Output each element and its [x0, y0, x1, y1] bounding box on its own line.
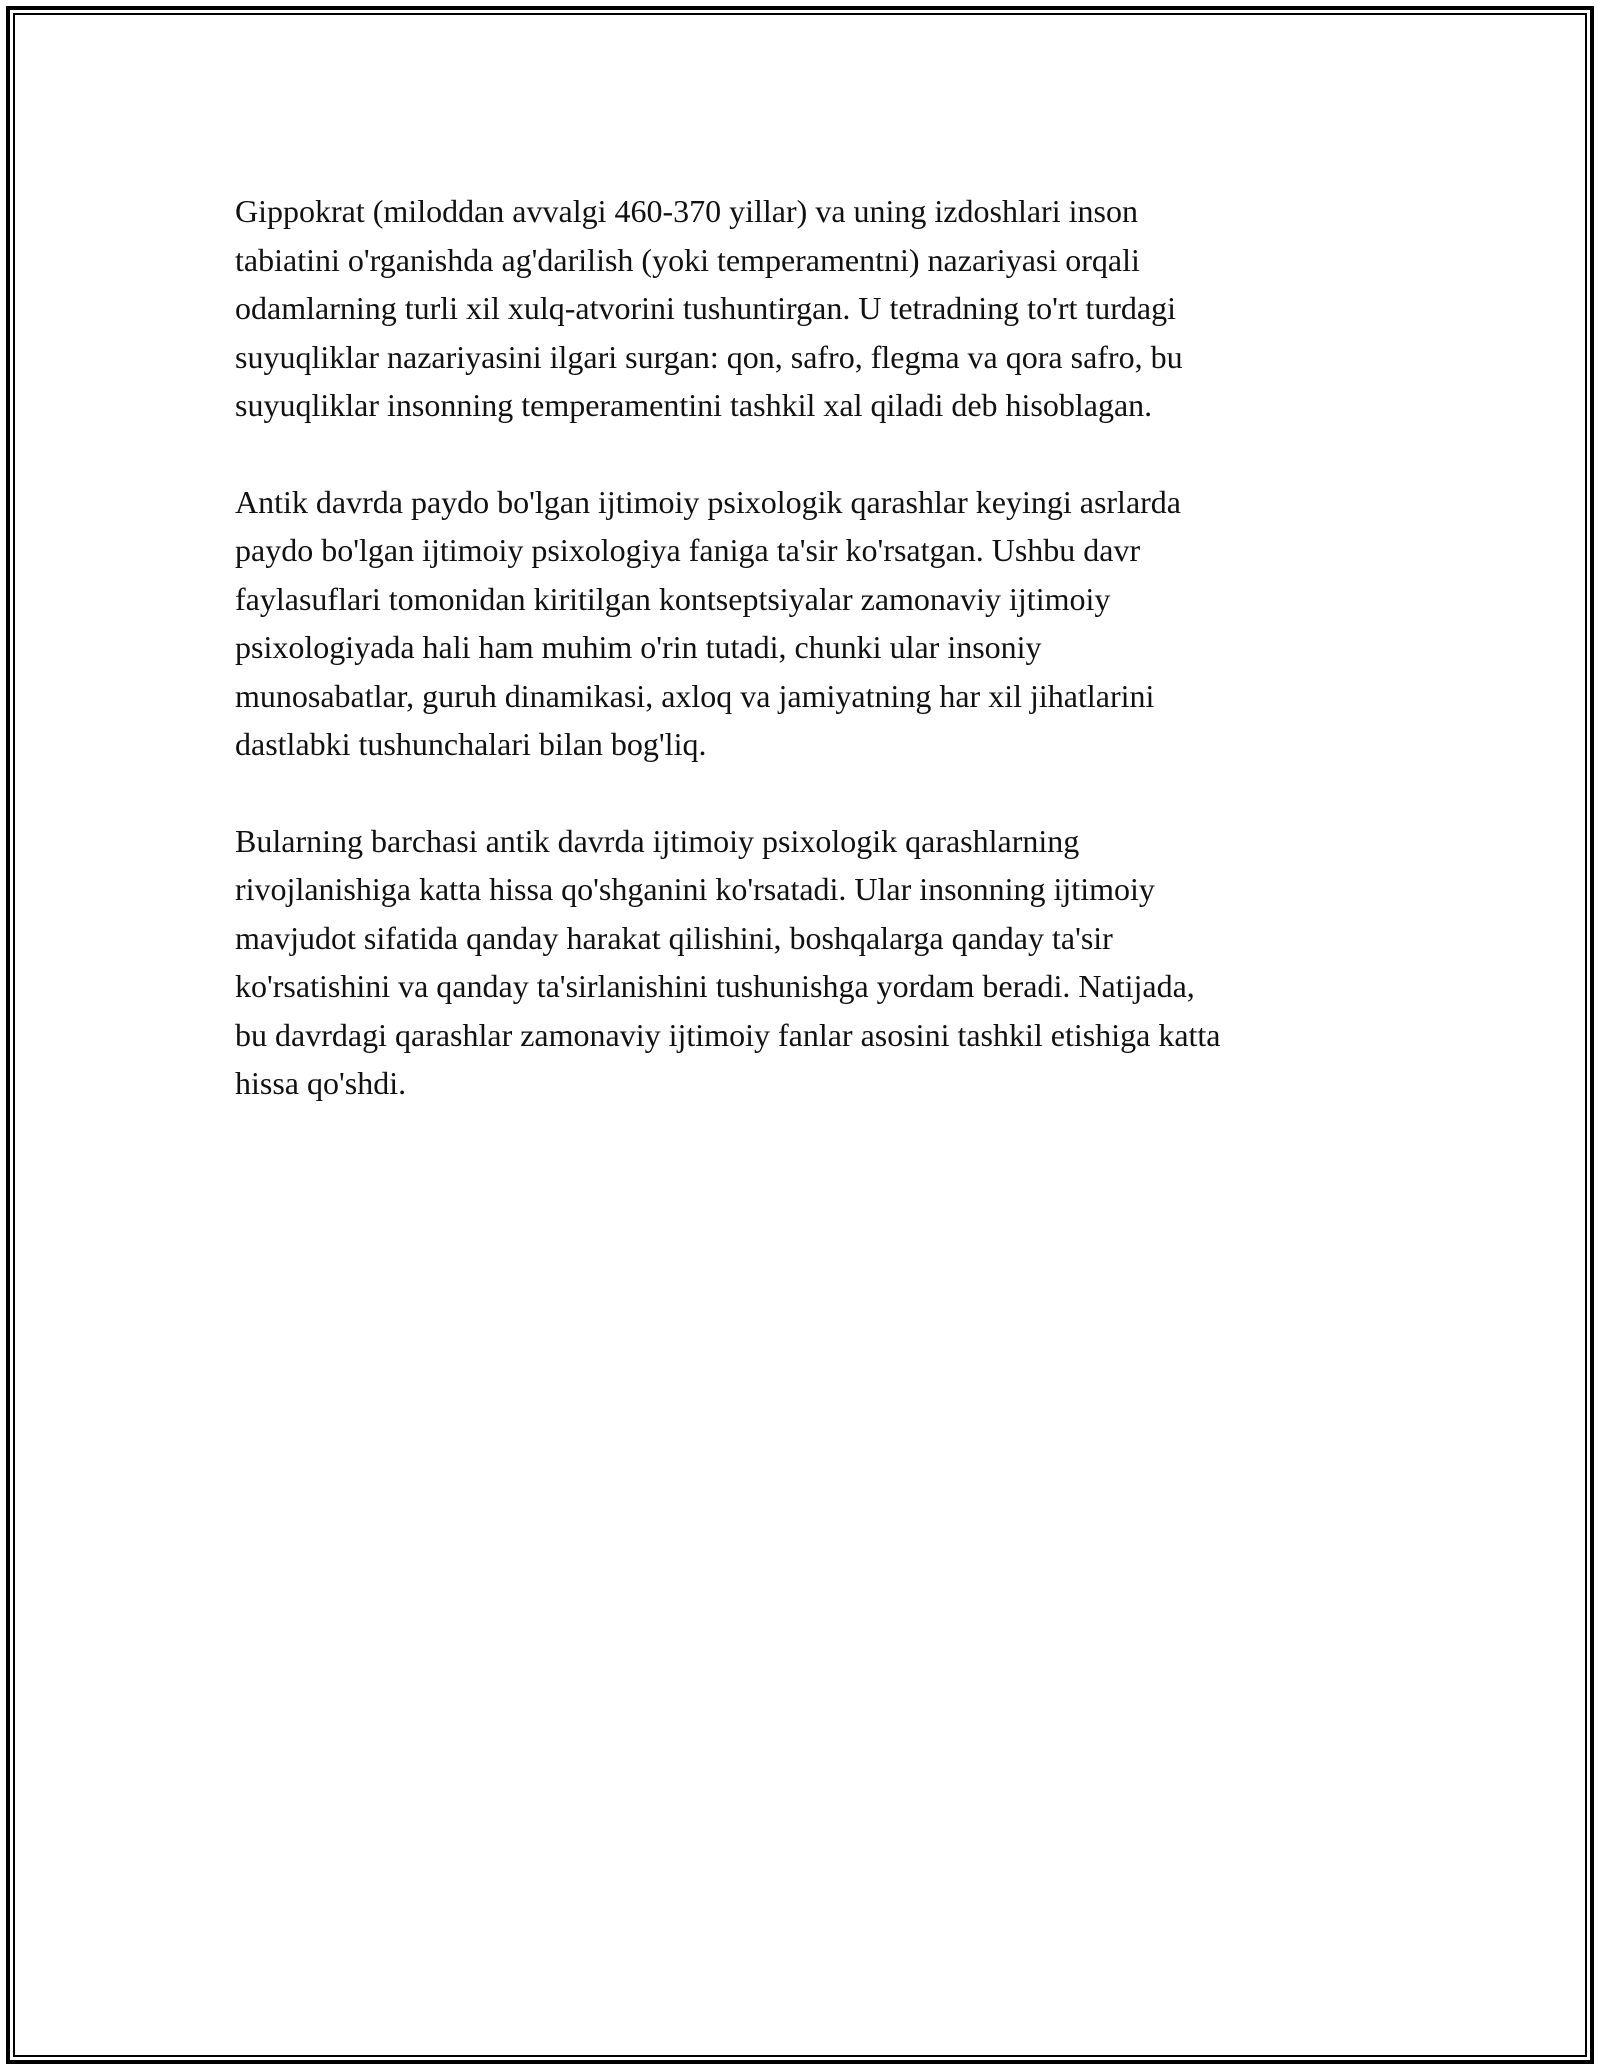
paragraph-antik-davr: Antik davrda paydo bo'lgan ijtimoiy psixologik qarashlar keyingi asrlarda paydo bo'lgan ijtimoiy psixologiya faniga ta'sir ko'rsatgan. Ushbu davr faylasuflari tomonidan kiritilgan kontseptsiyalar zamonaviy ijtimoiy psixologiyada hali ham muhim o'rin tutadi, chunki ular insoniy munosabatlar, guruh dinamikasi, axloq va jamiyatning har xil jihatlarini dastlabki tushunchalari bilan bog'liq.	[235, 483, 1181, 762]
document-body	[235, 187, 1385, 1156]
paragraph-gippokrat: Gippokrat (miloddan avvalgi 460-370 yillar) va uning izdoshlari inson tabiatini o'rganishda ag'darilish (yoki temperamentni) nazariyasi orqali odamlarning turli xil xulq-atvorini tushuntirgan. U tetradning to'rt turdagi suyuqliklar nazariyasini ilgari surgan: qon, safro, flegma va qora safro, bu suyuqliklar insonning temperamentini tashkil xal qiladi deb hisoblagan.	[235, 193, 1183, 423]
paragraph-xulosa: Bularning barchasi antik davrda ijtimoiy psixologik qarashlarning rivojlanishiga katta hissa qo'shganini ko'rsatadi. Ular insonning ijtimoiy mavjudot sifatida qanday harakat qilishini, boshqalarga qanday ta'sir ko'rsatishini va qanday ta'sirlanishini tushunishga yordam beradi. Natijada, bu davrdagi qarashlar zamonaviy ijtimoiy fanlar asosini tashkil etishiga katta hissa qo'shdi.	[235, 822, 1221, 1101]
